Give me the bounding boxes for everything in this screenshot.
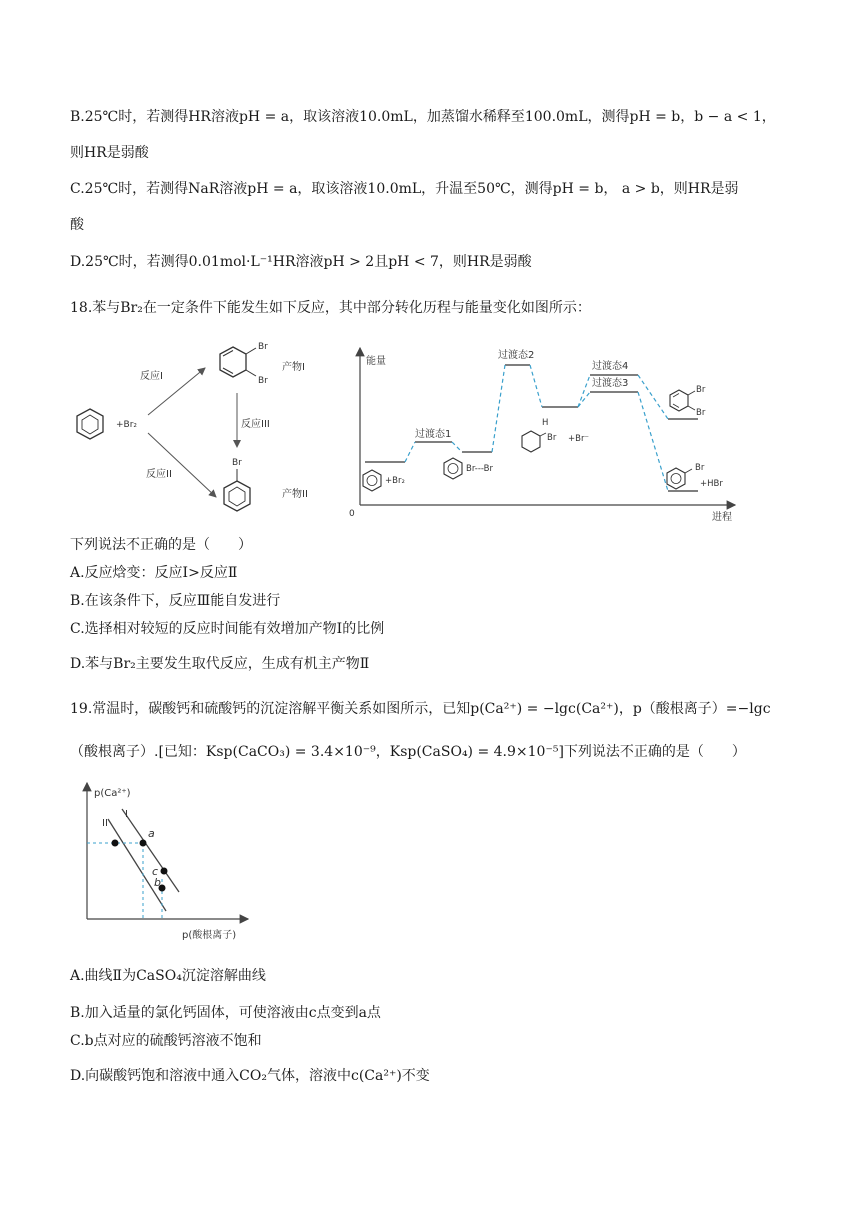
- reaction-3-label: 反应III: [241, 419, 270, 430]
- plus-hbr-label: +HBr: [700, 479, 723, 489]
- point-c-label: c: [152, 865, 159, 878]
- q19-option-b: B.加入适量的氯化钙固体，可使溶液由c点变到a点: [70, 1005, 381, 1021]
- guide-lines: [87, 843, 162, 919]
- q18-option-c: C.选择相对较短的反应时间能有效增加产物Ⅰ的比例: [70, 621, 385, 637]
- y-axis-label: 能量: [366, 356, 386, 367]
- solubility-graph: [70, 775, 270, 950]
- q18-stem: 18.苯与Br₂在一定条件下能发生如下反应，其中部分转化历程与能量变化如图所示：: [70, 300, 591, 316]
- q19-stem-line1: 19.常温时，碳酸钙和硫酸钙的沉淀溶解平衡关系如图所示，已知p(Ca²⁺) = −lgc(Ca²⁺)，p（酸根离子）=−lgc: [70, 701, 771, 717]
- q17-option-c-line1: C.25℃时，若测得NaR溶液pH = a，取该溶液10.0mL，升温至50℃，测得pH = b， a > b，则HR是弱: [70, 181, 739, 197]
- q19-stem-line2: （酸根离子）.[已知：Ksp(CaCO₃) = 3.4×10⁻⁹，Ksp(CaSO₄) = 4.9×10⁻⁵]下列说法不正确的是（ ）: [70, 744, 746, 760]
- curve-i-label: I: [125, 809, 128, 820]
- benzene-bromine-complex-icon: [444, 458, 462, 479]
- ts1-label: 过渡态1: [415, 429, 452, 440]
- q19-option-d: D.向碳酸钙饱和溶液中通入CO₂气体，溶液中c(Ca²⁺)不变: [70, 1068, 430, 1084]
- energy-diagram: [340, 340, 740, 530]
- q17-option-c-line2: 酸: [70, 217, 84, 233]
- ts2-label: 过渡态2: [498, 350, 535, 361]
- point-c: [161, 868, 168, 875]
- q19-option-a: A.曲线Ⅱ为CaSO₄沉淀溶解曲线: [70, 968, 266, 984]
- q17-option-b-line1: B.25℃时，若测得HR溶液pH = a，取该溶液10.0mL，加蒸馏水稀释至100.0mL，测得pH = b，b − a < 1，: [70, 109, 776, 125]
- reaction-2-label: 反应II: [146, 469, 172, 480]
- reaction-1-label: 反应I: [140, 371, 163, 382]
- q18-question: 下列说法不正确的是（ ）: [70, 537, 252, 553]
- ts3-label: 过渡态3: [592, 378, 629, 389]
- product2-label: 产物II: [282, 489, 308, 500]
- q18-option-a: A.反应焓变：反应Ⅰ>反应Ⅱ: [70, 565, 238, 581]
- point-a-label: a: [148, 827, 155, 840]
- bromobenzene-br: Br: [695, 463, 705, 473]
- dibromobenzene-icon: [670, 390, 695, 411]
- ts4-label: 过渡态4: [592, 361, 629, 372]
- origin-label: 0: [349, 509, 355, 519]
- sigma-h-label: H: [542, 418, 549, 428]
- product1-br-top: Br: [258, 342, 268, 352]
- point-curve-ii: [112, 840, 119, 847]
- q19-option-c: C.b点对应的硫酸钙溶液不饱和: [70, 1033, 262, 1049]
- dibromo-br-bottom: Br: [696, 408, 706, 418]
- x-axis-label: 进程: [712, 512, 732, 523]
- dibromocyclohexadiene-icon: [220, 347, 256, 377]
- sigma-complex-icon: [522, 431, 546, 452]
- reaction-scheme: [70, 335, 330, 525]
- point-b-label: b: [154, 876, 161, 889]
- q18-option-d: D.苯与Br₂主要发生取代反应，生成有机主产物Ⅱ: [70, 656, 370, 672]
- benzene-icon: [77, 409, 103, 439]
- bromobenzene-icon: [224, 469, 250, 511]
- plus-br2-label: +Br₂: [116, 420, 138, 430]
- bromobenzene-icon: [667, 468, 692, 489]
- br-br-label: Br---Br: [466, 464, 494, 474]
- reactant-br2-label: +Br₂: [385, 476, 405, 486]
- benzene-icon: [363, 470, 381, 491]
- dibromo-br-top: Br: [696, 385, 706, 395]
- product2-br: Br: [232, 458, 242, 468]
- energy-levels: [365, 365, 698, 491]
- product1-label: 产物I: [282, 362, 305, 373]
- br-minus-label: +Br⁻: [568, 434, 589, 444]
- q18-option-b: B.在该条件下，反应Ⅲ能自发进行: [70, 593, 281, 609]
- curve-i: [122, 809, 179, 892]
- curve-ii-label: II: [102, 818, 108, 829]
- x-axis-label: p(酸根离子): [182, 930, 237, 941]
- reaction-2-arrow: [148, 433, 216, 497]
- point-a: [140, 840, 147, 847]
- q17-option-d: D.25℃时，若测得0.01mol·L⁻¹HR溶液pH > 2且pH < 7，则HR是弱酸: [70, 254, 532, 270]
- sigma-br-label: Br: [547, 433, 557, 443]
- y-axis-label: p(Ca²⁺): [94, 788, 131, 799]
- q17-option-b-line2: 则HR是弱酸: [70, 145, 149, 161]
- product1-br-bottom: Br: [258, 376, 268, 386]
